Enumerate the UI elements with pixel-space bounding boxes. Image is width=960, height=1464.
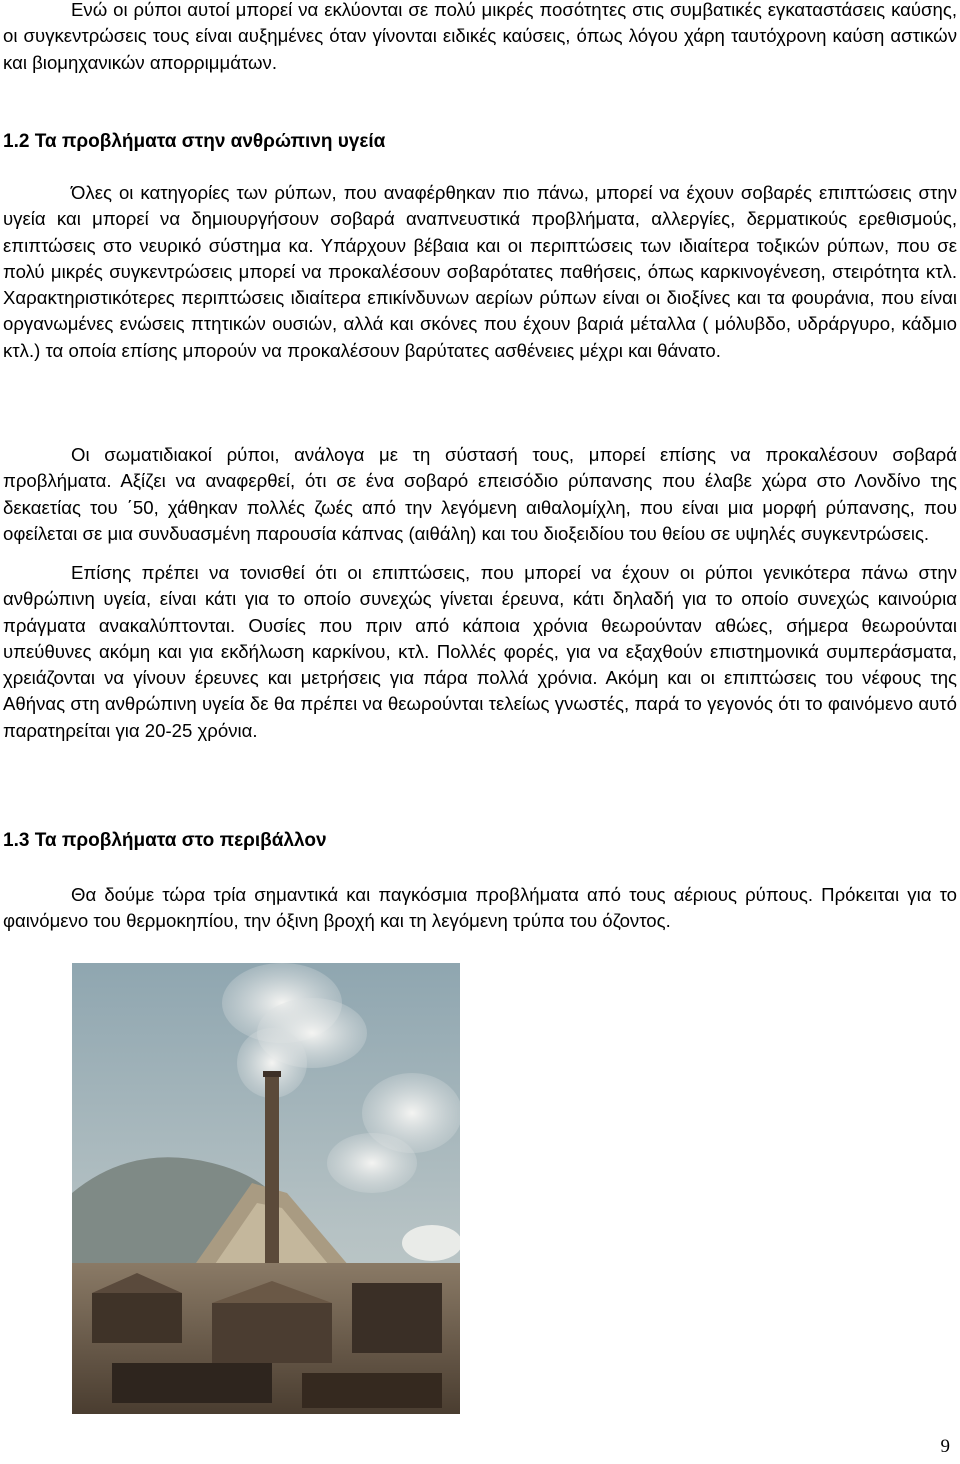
section-1-2-paragraph-2-text: Οι σωματιδιακοί ρύποι, ανάλογα με τη σύστασή τους, μπορεί επίσης να προκαλέσουν σοβαρά προβλήματα. Αξίζει να αναφερθεί, ότι σε ένα σοβαρό επεισόδιο ρύπανσης που έλαβε χώρα στο Λονδίνο της δεκαετίας του ΄50, χάθηκαν πολλές ζωές από την λεγόμενη αιθαλομίχλη, που είναι μια μορφή ρύπανσης, που οφείλεται σε μια συνδυασμένη παρουσία κάπνας (αιθάλη) και του διοξειδίου του θείου σε υψηλές συγκεντρώσεις. (3, 444, 957, 544)
section-1-3-heading: 1.3 Τα προβλήματα στο περιβάλλον (3, 830, 327, 851)
section-1-2-paragraph-3-text: Επίσης πρέπει να τονισθεί ότι οι επιπτώσεις, που μπορεί να έχουν οι ρύποι γενικότερα πάνω στην ανθρώπινη υγεία, είναι κάτι για το οποίο συνεχώς γίνεται έρευνα, κάτι δηλαδή για το οποίο συνεχώς καινούρια πράγματα ανακαλύπτονται. Ουσίες που πριν από κάποια χρόνια θεωρούνταν αθώες, σήμερα θεωρούνται υπεύθυνες ακόμη και για εκδήλωση καρκίνου, κτλ. Πολλές φορές, για να εξαχθούν επιστημονικά συμπεράσματα, χρειάζονται να γίνουν έρευνες και μετρήσεις για πάρα πολλά χρόνια. Ακόμη και οι επιπτώσεις του νέφους της Αθήνας στη ανθρώπινη υγεία δε θα πρέπει να θεωρούνται τελείως γνωστές, παρά το γεγονός ότι το φαινόμενο αυτό παρατηρείται για 20-25 χρόνια. (3, 562, 957, 741)
section-1-2-paragraph-3 (3, 560, 957, 744)
section-1-2-paragraph-2 (3, 442, 957, 547)
smokestack-illustration (72, 963, 460, 1414)
intro-paragraph (3, 0, 957, 76)
section-1-3-paragraph-1 (3, 882, 957, 935)
industrial-smokestack-photo (72, 963, 460, 1414)
intro-paragraph-text: Ενώ οι ρύποι αυτοί μπορεί να εκλύονται σε πολύ μικρές ποσότητες στις συμβατικές εγκαταστάσεις καύσης, οι συγκεντρώσεις τους είναι αυξημένες όταν γίνονται ειδικές καύσεις, όπως λόγου χάρη ταυτόχρονη καύση αστικών και βιομηχανικών απορριμμάτων. (3, 0, 957, 73)
page-number: 9 (940, 1436, 950, 1457)
section-1-3-paragraph-1-text: Θα δούμε τώρα τρία σημαντικά και παγκόσμια προβλήματα από τους αέριους ρύπους. Πρόκειται για το φαινόμενο του θερμοκηπίου, την όξινη βροχή και τη λεγόμενη τρύπα του όζοντος. (3, 884, 957, 932)
section-1-2-paragraph-1-text: Όλες οι κατηγορίες των ρύπων, που αναφέρθηκαν πιο πάνω, μπορεί να έχουν σοβαρές επιπτώσεις στην υγεία και μπορεί να δημιουργήσουν σοβαρά αναπνευστικά προβλήματα, αλλεργίες, δερματικούς ερεθισμούς, επιπτώσεις στο νευρικό σύστημα κα. Υπάρχουν βέβαια και οι περιπτώσεις των ιδιαίτερα τοξικών ρύπων, που σε πολύ μικρές συγκεντρώσεις μπορεί να προκαλέσουν σοβαρότατες παθήσεις, όπως καρκινογένεση, στειρότητα κτλ. Χαρακτηριστικότερες περιπτώσεις ιδιαίτερα επικίνδυνων αερίων ρύπων είναι οι διοξίνες και τα φουράνια, που είναι οργανωμένες ενώσεις πτητικών ουσιών, αλλά και σκόνες που έχουν βαριά μέταλλα ( μόλυβδο, υδράργυρο, κάδμιο κτλ.) τα οποία επίσης μπορούν να προκαλέσουν βαρύτατες ασθένειες μέχρι και θάνατο. (3, 182, 957, 361)
section-1-2-paragraph-1 (3, 180, 957, 364)
section-1-2-heading: 1.2 Τα προβλήματα στην ανθρώπινη υγεία (3, 131, 386, 152)
